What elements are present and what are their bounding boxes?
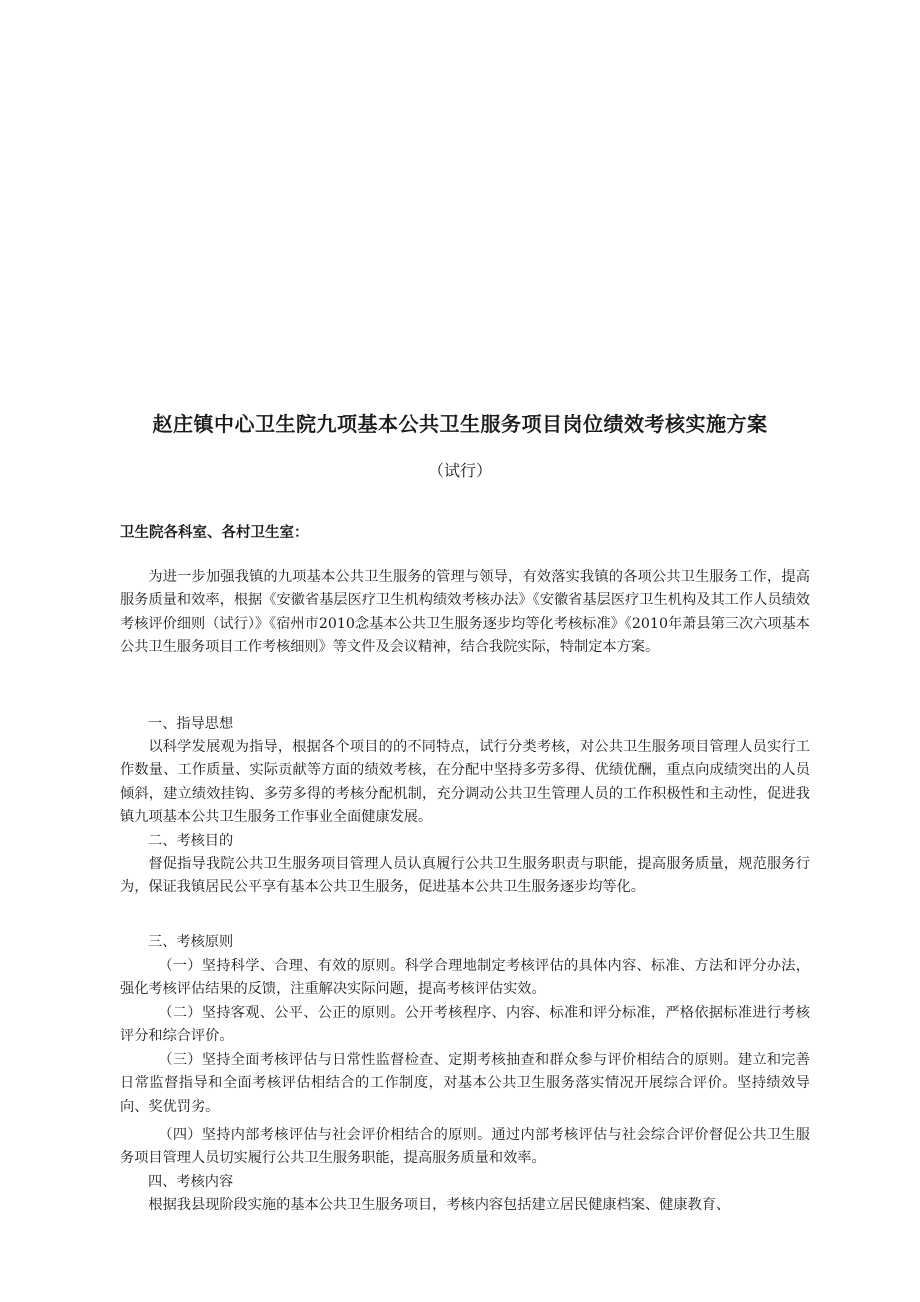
section-2-text: 督促指导我院公共卫生服务项目管理人员认真履行公共卫生服务职责与职能，提高服务质量，规范服务行为，保证我镇居民公平享有基本公共卫生服务，促进基本公共卫生服务逐步均等化。 — [120, 856, 810, 896]
section-4-heading: 四、考核内容 — [148, 1174, 234, 1190]
intro-paragraph: 为进一步加强我镇的九项基本公共卫生服务的管理与领导，有效落实我镇的各项公共卫生服务工作，提高服务质量和效率，根据《安徽省基层医疗卫生机构绩效考核办法》《安徽省基层医疗卫生机构及其工作人员绩效考核评价细则（试行）》《宿州市2010念基本公共卫生服务逐步均等化考核标准》《2010年萧县第三次六项基本公共卫生服务项目工作考核细则》等文件及会议精神，结合我院实际，特制定本方案。 — [120, 569, 810, 656]
section-3-item-1: （一）坚持科学、合理、有效的原则。科学合理地制定考核评估的具体内容、标准、方法和评分办法，强化考核评估结果的反馈，注重解决实际问题，提高考核评估实效。 — [120, 958, 810, 998]
section-4-text: 根据我县现阶段实施的基本公共卫生服务项目，考核内容包括建立居民健康档案、健康教育、 — [148, 1197, 731, 1213]
section-3-heading: 三、考核原则 — [148, 934, 234, 950]
section-3-item-4: （四）坚持内部考核评估与社会评价相结合的原则。通过内部考核评估与社会综合评价督促公共卫生服务项目管理人员切实履行公共卫生服务职能，提高服务质量和效率。 — [120, 1127, 810, 1167]
section-2-heading: 二、考核目的 — [148, 833, 234, 849]
document-title: 赵庄镇中心卫生院九项基本公共卫生服务项目岗位绩效考核实施方案 — [152, 412, 768, 436]
section-3-item-3: （三）坚持全面考核评估与日常性监督检查、定期考核抽查和群众参与评价相结合的原则。建立和完善日常监督指导和全面考核评估相结合的工作制度，对基本公共卫生服务落实情况开展综合评价。坚持绩效导向、奖优罚劣。 — [120, 1052, 810, 1115]
section-3-item-2: （二）坚持客观、公平、公正的原则。公开考核程序、内容、标准和评分标准，严格依据标准进行考核评分和综合评价。 — [120, 1005, 810, 1045]
section-1-heading: 一、指导思想 — [148, 716, 234, 732]
section-1-text: 以科学发展观为指导，根据各个项目的的不同特点，试行分类考核，对公共卫生服务项目管理人员实行工作数量、工作质量、实际贡献等方面的绩效考核，在分配中坚持多劳多得、优绩优酬，重点向成绩突出的人员倾斜，建立绩效挂钩、多劳多得的考核分配机制，充分调动公共卫生管理人员的工作积极性和主动性，促进我镇九项基本公共卫生服务工作事业全面健康发展。 — [120, 739, 810, 826]
document-subtitle: （试行） — [427, 461, 492, 480]
salutation: 卫生院各科室、各村卫生室： — [120, 525, 309, 541]
